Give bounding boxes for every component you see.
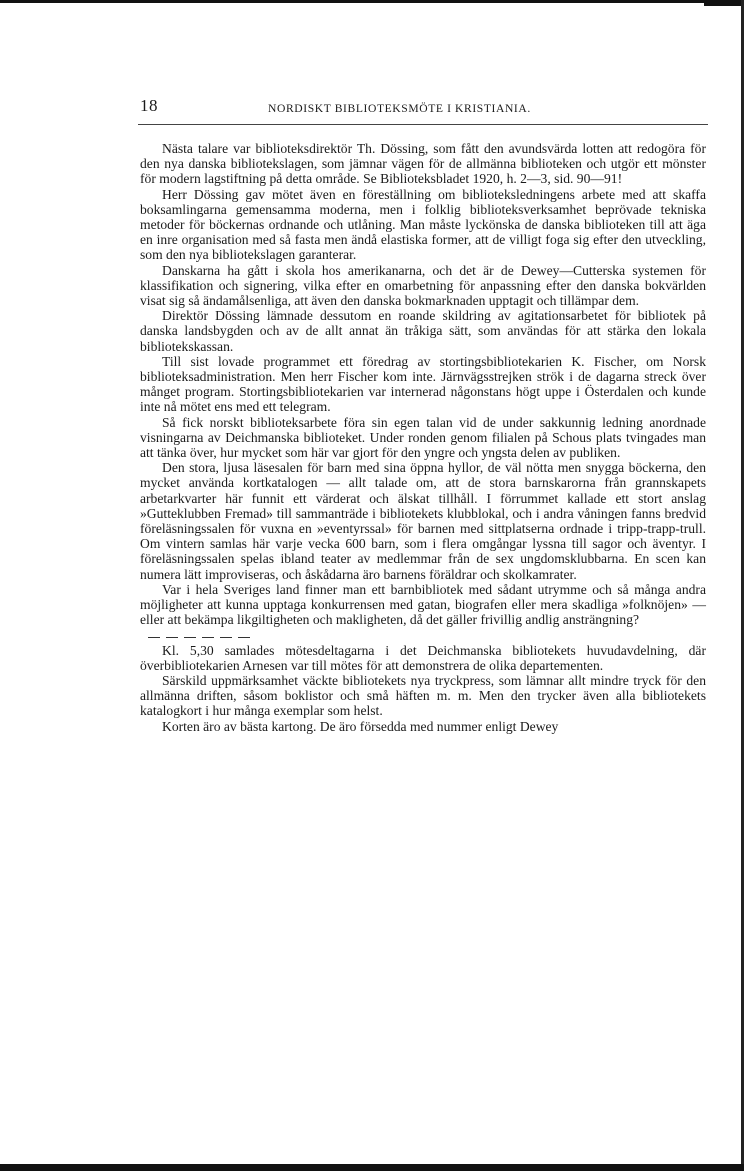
paragraph: Var i hela Sveriges land finner man ett barnbibliotek med sådant utrymme och så många andra möjligheter att kunna upptaga konkurrensen med gatan, biografen eller mera skadliga »folknöjen» — eller att bekämpa likgiltigheten och makligheten, då det gäller frivillig andlig ansträngning? (140, 581, 706, 628)
paragraph: Den stora, ljusa läsesalen för barn med sina öppna hyllor, de väl nötta men snygga böckerna, den mycket använda kortkatalogen — allt talade om, att de stora barnskarorna från grannskapets arbetarkvarter här funnit ett värderat och älskat tillhåll. I förrummet kallade ett stort anslag »Gutteklubben Fremad» till sammanträde i bibliotekets klubblokal, och i andra våningen fanns bredvid föreläsningssalen för vuxna en »eventyrssal» för barnen med sittplatserna ordnade i tripp-trapp-trull. Om vintern samlas här varje vecka 600 barn, som i flera omgångar lyssna till sagor och äventyr. I föreläsningssalen spelas ibland teater av medlemmar från de sex ungdomsklubbarna. En scen kan numera lätt improviseras, och åskådarna äro barnens föräldrar och skolkamrater. (140, 460, 706, 582)
header-rule (138, 124, 708, 125)
page-header (140, 96, 708, 122)
scan-border-top (0, 0, 744, 3)
paragraph: Danskarna ha gått i skola hos amerikanarna, och det är de Dewey—Cutterska systemen för klassifikation och signering, vilka efter en omarbetning för anpassning efter den danska bokvärlden visat sig så ändamålsenliga, att även den danska bokmarknaden upptagit och tillämpar dem. (140, 262, 706, 309)
scan-border-top-right (704, 0, 744, 6)
paragraph: Korten äro av bästa kartong. De äro försedda med nummer enligt Dewey (162, 718, 559, 734)
page-number: 18 (140, 96, 158, 115)
paragraph: Så fick norskt biblioteksarbete föra sin egen talan vid de under sakkunnig ledning anordnade visningarna av Deichmanska biblioteket. Under ronden genom filialen på Schous plats tvingades man att tänka över, hur mycket som här var gjort för den yngre och yngsta delen av publiken. (140, 414, 706, 461)
section-separator (148, 629, 706, 641)
paragraph: Till sist lovade programmet ett föredrag av stortingsbibliotekarien K. Fischer, om Norsk biblioteksadministration. Men herr Fischer kom inte. Järnvägsstrejken strök i de dagarna streck över månget program. Stortingsbibliotekarien var internerad någonstans högt uppe i Österdalen och kunde inte nå mötet ens med ett telegram. (140, 353, 706, 415)
running-title: NORDISKT BIBLIOTEKSMÖTE I KRISTIANIA. (268, 102, 531, 115)
scan-border-bottom (0, 1164, 744, 1171)
body-text (140, 141, 706, 734)
paragraph: Särskild uppmärksamhet väckte bibliotekets nya tryckpress, som lämnar allt mindre tryck för den allmänna driften, såsom boklistor och små häften m. m. Men den trycker även alla bibliotekets katalogkort i hur många exemplar som helst. (140, 672, 706, 719)
paragraph: Direktör Dössing lämnade dessutom en roande skildring av agitationsarbetet för bibliotek på danska landsbygden och av de allt annat än tråkiga sätt, som användas för att stärka den lokala bibliotekskassan. (140, 308, 706, 354)
paragraph: Herr Dössing gav mötet även en föreställning om biblioteksledningens arbete med att skaffa boksamlingarna gemensamma moderna, men i folklig biblioteksverksamhet beprövade tekniska metoder för böckernas ordnande och utlåning. Man måste lyckönska de danska biblioteken till att äga en inre organisation med så fasta men ändå elastiska former, att de villigt foga sig efter den utveckling, som den nya bibliotekslagen garanterar. (140, 186, 706, 263)
paragraph: Nästa talare var biblioteksdirektör Th. Dössing, som fått den avundsvärda lotten att redogöra för den nya danska bibliotekslagen, som jämnar vägen för de allmänna biblioteken och utgör ett mönster för modern lagstiftning på detta område. Se Biblioteksbladet 1920, h. 2—3, sid. 90—91! (140, 141, 706, 187)
paragraph: Kl. 5,30 samlades mötesdeltagarna i det Deichmanska bibliotekets huvudavdelning, där överbibliotekarien Arnesen var till mötes för att demonstrera de olika departementen. (140, 642, 706, 673)
